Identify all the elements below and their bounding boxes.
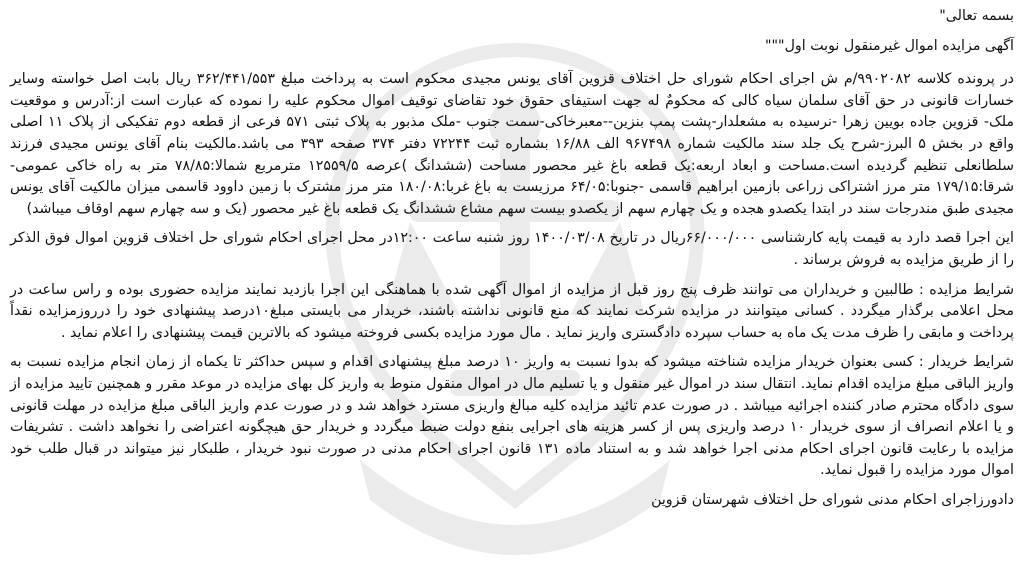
auction-schedule-paragraph: این اجرا قصد دارد به قیمت پایه کارشناسی ۶۶/۰۰۰/۰۰۰ریال در تاریخ ۱۴۰۰/۰۳/۰۸ روز شنبه ساعت ۱۲:۰۰در محل اجرای احکام شورای حل اختلاف قزوین اموال فوق الذکر را از طریق مزایده به فروش برساند .	[10, 230, 1014, 268]
buyer-conditions-paragraph: شرایط خریدار : کسی بعنوان خریدار مزایده شناخته میشود که بدوا نسبت به واریز ۱۰ درصد مبلغ پیشنهادی اقدام و سپس حداکثر تا یکماه از زمان انجام مزایده نسبت به واریز الباقی مبلغ مزایده اقدام نماید. انتقال سند در اموال غیر منقول و یا تسلیم مال در اموال منقول منوط به واریز کل بهای مزایده در موعد مقرر و همچنین تایید مزایده از سوی دادگاه محترم صادر کننده اجرائیه میباشد . در صورت عدم تائید مزایده کلیه مبالغ واریزی مسترد خواهد شد و در صورت عدم واریز الباقی مبلغ مزایده در مهلت قانونی و یا اعلام انصراف از سوی خریدار ۱۰ درصد واریزی پس از کسر هزینه های اجرایی بنفع دولت ضبط میگردد و خریدار حق هیچگونه اعتراضی را نخواهد داشت . تشریفات مزایده با رعایت قانون اجرای احکام مدنی اجرا خواهد شد و به استناد ماده ۱۳۱ قانون اجرای احکام مدنی در صورت نبود خریدار ، طلبکار نیز میتواند در قبال طلب خود اموال مورد مزایده را قبول نماید.	[10, 354, 1015, 479]
document-heading: بسمه تعالی"	[939, 8, 1014, 24]
signature-line: دادورزاجرای احکام مدنی شورای حل اختلاف شهرستان قزوین	[651, 491, 1014, 508]
auction-conditions-paragraph: شرایط مزایده : طالبین و خریداران می توانند ظرف پنج روز قبل از مزایده از اموال آگهی شده با هماهنگی این اجرا بازدید نمایند مزایده حضوری بوده و راس ساعت در محل اعلامی برگذار میگردد . کسانی میتوانند در مزایده شرکت نمایند که منع قانونی نداشته باشند، خریدار می بایستی مبلغ۱۰درصد پیشنهادی خود را درروزمزایده نقداً پرداخت و مابقی را ظرف مدت یک ماه به حساب سپرده دادگستری واریز نماید . مال مورد مزایده بکسی فروخته میشود که بالاترین قیمت پیشنهادی را اعلام نماید .	[10, 281, 1014, 341]
notice-title: آگهی مزایده اموال غیرمنقول نوبت اول"""	[765, 37, 1014, 54]
case-details-paragraph: در پرونده کلاسه ۹۹۰۲۰۸۲/م ش اجرای احکام شورای حل اختلاف قزوین آقای یونس مجیدی محکوم است به پرداخت مبلغ ۳۶۲/۴۴۱/۵۵۳ ریال بابت اصل خواسته وسایر خسارات قانونی در حق آقای سلمان سیاه کالی که محکومٌ له جهت استیفای حقوق خود تقاضای توقیف اموال محکوم علیه را نموده که عبارت است از:آدرس و موقعیت ملک- قزوین جاده بویین زهرا -نرسیده به مشعلدار-پشت پمپ بنزین--معبرخاکی-سمت جنوب -ملک مذبور به پلاک ثبتی ۵۷۱ فرعی از قطعه دوم تفکیکی از پلاک ۱۱ اصلی واقع در بخش ۵ البرز-شرح یک جلد سند مالکیت شماره ۹۶۷۴۹۸ الف ۱۶/۸۸ بشماره ثبت ۷۲۲۴۴ دفتر ۳۷۴ صفحه ۳۹۳ می باشد.مالکیت بنام آقای یونس مجیدی فرزند سلطانعلی تنظیم گردیده است.مساحت و ابعاد اربعه:یک قطعه باغ غیر محصور مساحت (ششدانگ )عرصه ۱۲۵۵۹/۵ مترمربع شمالا:۷۸/۸۵ متر به راه خاکی عمومی-شرقا:۱۷۹/۱۵ متر مرز اشتراکی زراعی بازمین ابراهیم قاسمی -جنوبا:۶۴/۰۵ مرزیست به باغ غربا:۱۸۰/۰۸ متر مرز مشترک با زمین داوود قاسمی میزان مالکیت آقای یونس مجیدی طبق مندرجات سند در ابتدا یکصدو هجده و یک چهارم سهم از یکصدو بیست سهم مشاع ششدانگ یک قطعه باغ غیر محصور (یک و سه چهارم سهم اوقاف میباشد)	[10, 71, 1015, 217]
